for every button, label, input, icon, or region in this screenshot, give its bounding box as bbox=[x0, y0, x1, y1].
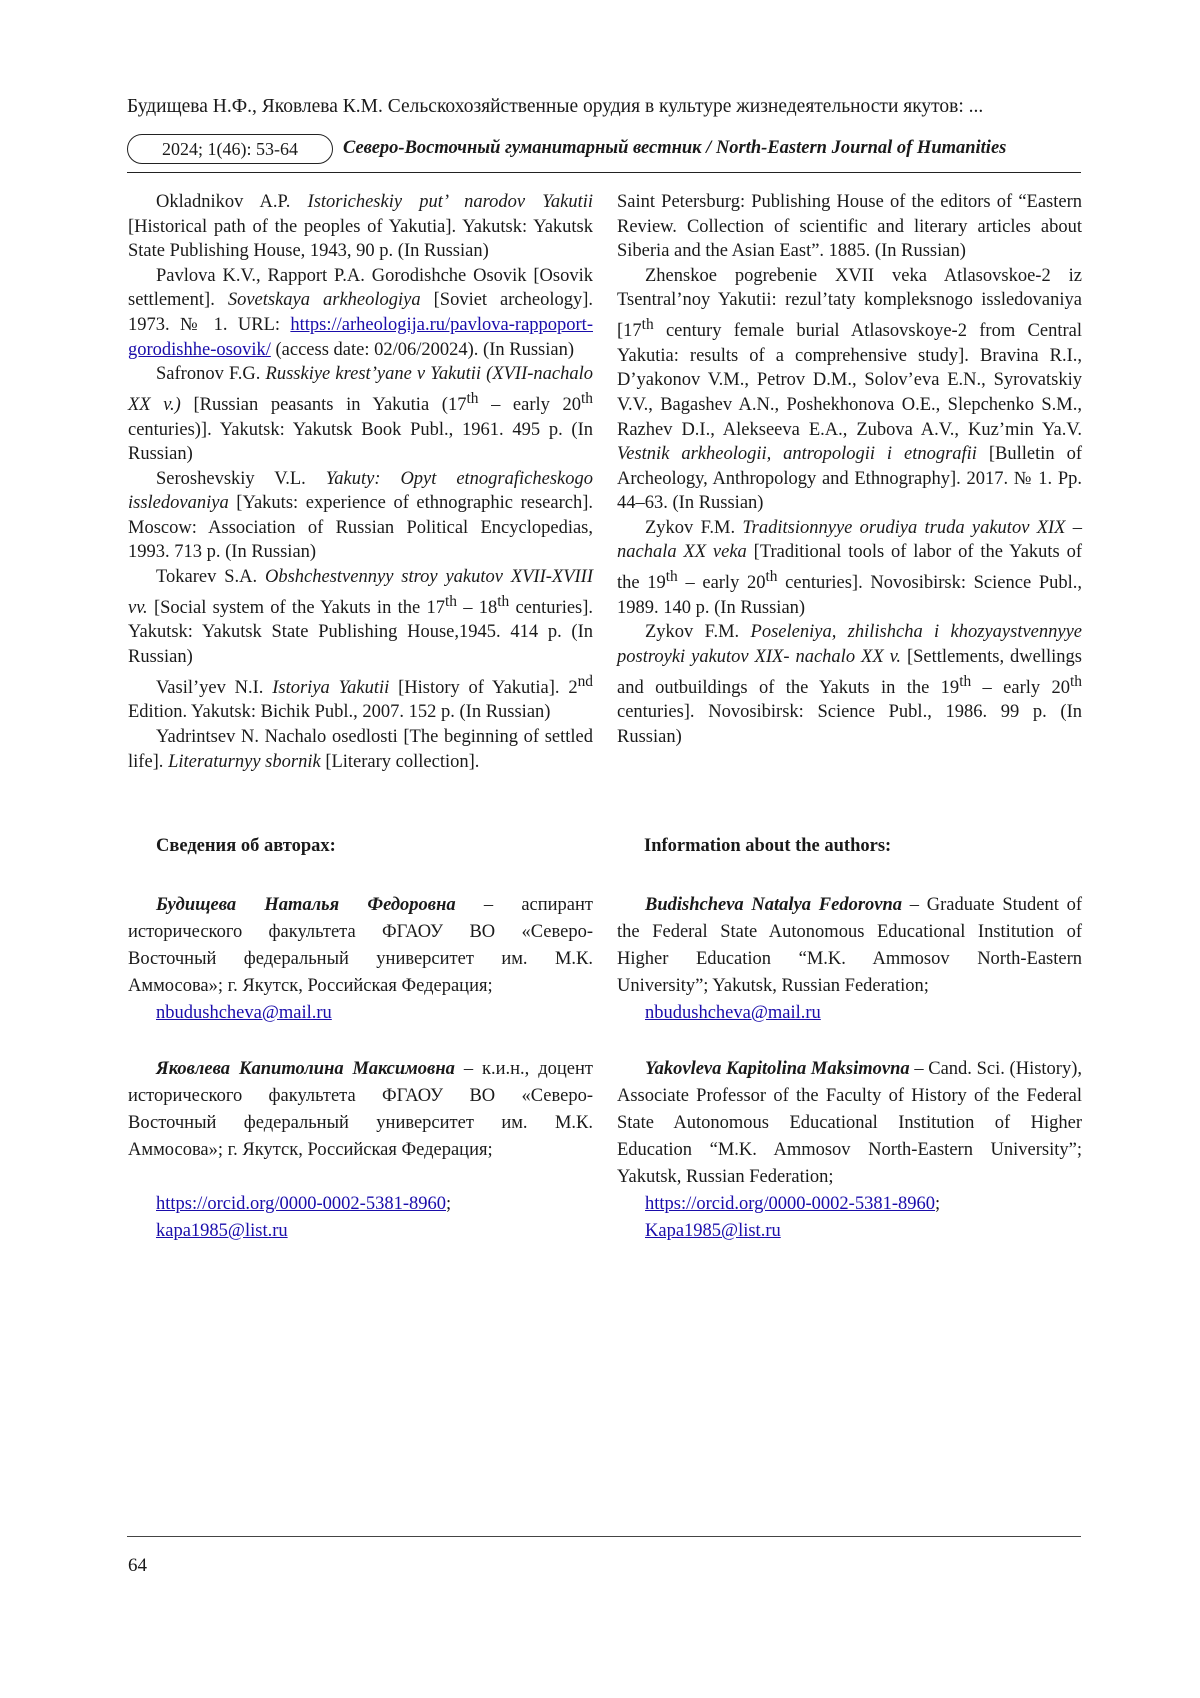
reference-url-link[interactable]: https://arheologija.ru/pavlova-rappoport-gorodishhe-osovik/ bbox=[128, 314, 593, 360]
authors-info-heading-en: Information about the authors: bbox=[644, 836, 892, 856]
reference-item: Seroshevskiy V.L. Yakuty: Opyt etnograficheskogo issledovaniya [Yakuts: experience of ethnographic research]. Moscow: Association of Russian Political Encyclopedias, 1993. 713 p. (In Russian) bbox=[128, 468, 593, 563]
references-right-column bbox=[617, 190, 1082, 750]
reference-item: Vasil’yev N.I. Istoriya Yakutii [History of Yakutia]. 2nd Edition. Yakutsk: Bichik Publ., 2007. 152 p. (In Russian) bbox=[128, 672, 593, 723]
running-header bbox=[127, 96, 1077, 118]
reference-item: Zykov F.M. Poseleniya, zhilishcha i khozyaystvennyye postroyki yakutov XIX- nachalo XX v. [Settlements, dwellings and outbuildings of the Yakuts in the 19th – early 20th centuries]. Novosibirsk: Science Publ., 1986. 99 p. (In Russian) bbox=[617, 622, 1083, 747]
authors-info-heading-ru: Сведения об авторах: bbox=[156, 836, 336, 856]
reference-item: Zhenskoe pogrebenie XVII veka Atlasovskoe-2 iz Tsentral’noy Yakutii: rezul’taty kompleksnogo issledovaniya [17th century female burial Atlasovskoye-2 from Central Yakutia: results of a comprehensive study]. Bravina R.I., D’yakonov V.M., Petrov D.M., Solov’eva E.N., Syrovatskiy V.V., Bagashev A.N., Poshekhonova O.E., Slepchenko S.M., Razhev D.I., Alekseeva E.A., Zubova A.V., Kuz’min Ya.V. Vestnik arkheologii, antropologii i etnografii [Bulletin of Archeology, Anthropology and Ethnography]. 2017. № 1. Pp. 44–63. (In Russian) bbox=[617, 265, 1082, 514]
author-orcid-link[interactable]: https://orcid.org/0000-0002-5381-8960 bbox=[645, 1194, 935, 1214]
reference-continuation: Saint Petersburg: Publishing House of the editors of “Eastern Review. Collection of scientific and literary articles about Siberia and the Asian East”. 1885. (In Russian) bbox=[617, 192, 1082, 262]
author-name: Yakovleva Kapitolina Maksimovna bbox=[645, 1059, 910, 1079]
header-article-title: Сельскохозяйственные орудия в культуре жизнедеятельности якутов: ... bbox=[387, 96, 984, 117]
reference-item: Pavlova K.V., Rapport P.A. Gorodishche Osovik [Osovik settlement]. Sovetskaya arkheologiya [Soviet archeology]. 1973. № 1. URL: https://arheologija.ru/pavlova-rappoport-gorodishhe-osovik/ (access date: 02/06/20024). (In Russian) bbox=[128, 265, 594, 360]
header-divider bbox=[127, 172, 1081, 173]
author-email-link[interactable]: nbudushcheva@mail.ru bbox=[645, 1003, 821, 1023]
reference-item: Okladnikov A.P. Istoricheskiy put’ narodov Yakutii [Historical path of the peoples of Yakutia]. Yakutsk: Yakutsk State Publishing House, 1943, 90 p. (In Russian) bbox=[128, 192, 593, 262]
author-orcid-link[interactable]: https://orcid.org/0000-0002-5381-8960 bbox=[156, 1194, 446, 1214]
author2-info-en: Yakovleva Kapitolina Maksimovna – Cand. Sci. (History), Associate Professor of the Faculty of History of the Federal State Autonomous Educational Institution of Higher Education “M.K. Ammosov North-Eastern University”; Yakutsk, Russian Federation; https://orcid.org/0000-0002-5381-8960; Kapa1985@list.ru bbox=[617, 1059, 1083, 1241]
footer-divider bbox=[127, 1536, 1081, 1537]
author1-info-en: Budishcheva Natalya Fedorovna – Graduate Student of the Federal State Autonomous Educational Institution of Higher Education “M.K. Ammosov North-Eastern University”; Yakutsk, Russian Federation; nbudushcheva@mail.ru bbox=[617, 895, 1083, 1023]
reference-item: Yadrintsev N. Nachalo osedlosti [The beginning of settled life]. Literaturnyy sbornik [Literary collection]. bbox=[128, 726, 594, 772]
author-email-link[interactable]: nbudushcheva@mail.ru bbox=[156, 1003, 332, 1023]
issue-badge: 2024; 1(46): 53-64 bbox=[127, 134, 333, 164]
author1-info-ru: Будищева Наталья Федоровна – аспирант исторического факультета ФГАОУ ВО «Северо-Восточный федеральный университет им. М.К. Аммосова»; г. Якутск, Российская Федерация; nbudushcheva@mail.ru bbox=[128, 895, 594, 1023]
reference-item: Safronov F.G. Russkiye krest’yane v Yakutii (XVII-nachalo XX v.) [Russian peasants in Yakutia (17th – early 20th centuries)]. Yakutsk: Yakutsk Book Publ., 1961. 495 p. (In Russian) bbox=[128, 364, 594, 465]
reference-item: Zykov F.M. Traditsionnyye orudiya truda yakutov XIX – nachala XX veka [Traditional tools of labor of the Yakuts of the 19th – early 20th centuries]. Novosibirsk: Science Publ., 1989. 140 p. (In Russian) bbox=[617, 517, 1083, 618]
author-name: Яковлева Капитолина Максимовна bbox=[156, 1059, 455, 1079]
header-authors: Будищева Н.Ф., Яковлева К.М. bbox=[127, 96, 383, 117]
author2-info-ru: Яковлева Капитолина Максимовна – к.и.н., доцент исторического факультета ФГАОУ ВО «Северо-Восточный федеральный университет им. М.К. Аммосова»; г. Якутск, Российская Федерация; https://orcid.org/0000-0002-5381-8960; kapa1985@list.ru bbox=[128, 1059, 593, 1241]
reference-item: Tokarev S.A. Obshchestvennyy stroy yakutov XVII-XVIII vv. [Social system of the Yakuts in the 17th – 18th centuries]. Yakutsk: Yakutsk State Publishing House,1945. 414 p. (In Russian) bbox=[128, 567, 594, 667]
author-email-link[interactable]: kapa1985@list.ru bbox=[156, 1221, 288, 1241]
references-left-column bbox=[128, 190, 593, 774]
journal-title: Северо-Восточный гуманитарный вестник / North-Eastern Journal of Humanities bbox=[343, 138, 1007, 158]
author-name: Budishcheva Natalya Fedorovna bbox=[645, 895, 903, 915]
author-email-link[interactable]: Kapa1985@list.ru bbox=[645, 1221, 781, 1241]
author-name: Будищева Наталья Федоровна bbox=[156, 895, 456, 915]
page-number: 64 bbox=[128, 1555, 147, 1576]
